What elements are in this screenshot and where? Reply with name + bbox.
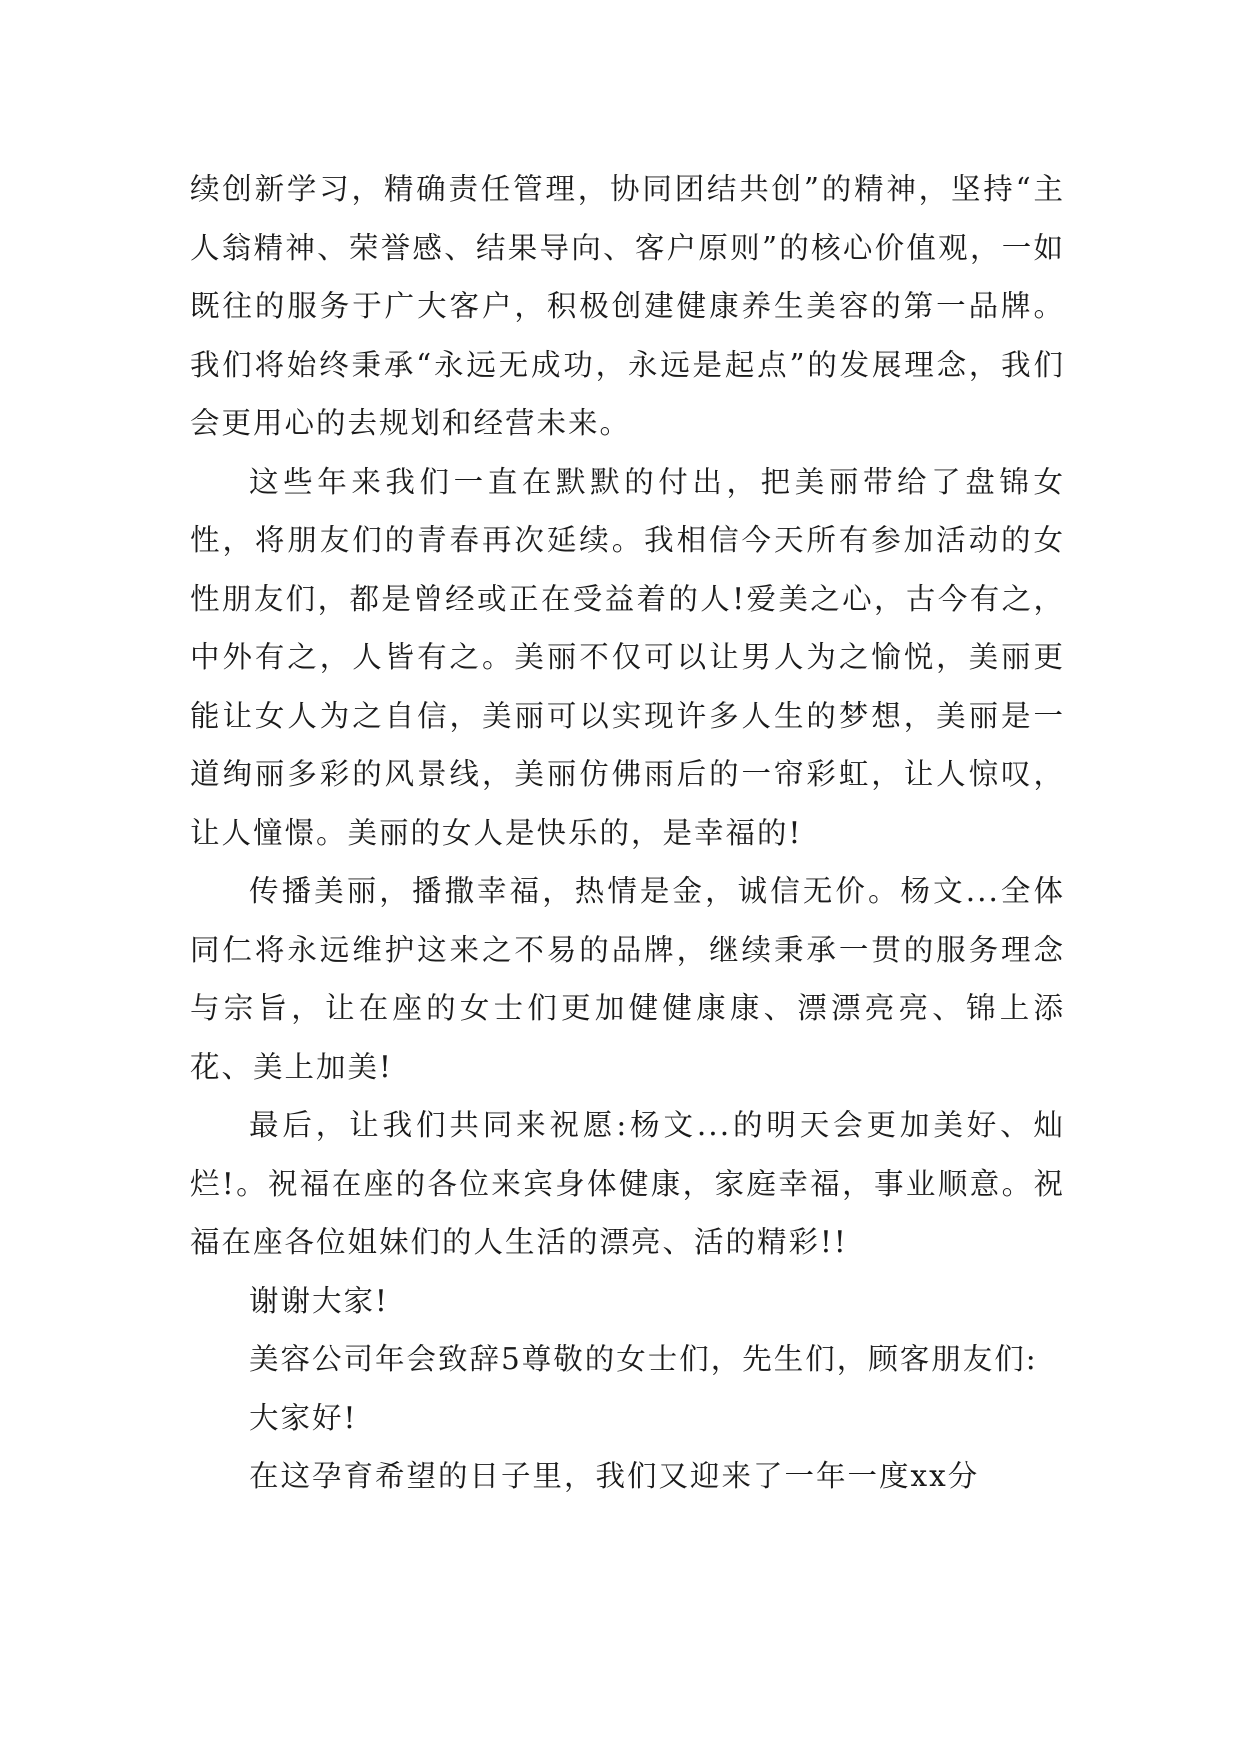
document-body	[190, 160, 1065, 1506]
paragraph-4: 最后，让我们共同来祝愿:杨文...的明天会更加美好、灿烂!。祝福在座的各位来宾身体健康，家庭幸福，事业顺意。祝福在座各位姐妹们的人生活的漂亮、活的精彩!!	[190, 1108, 1065, 1259]
paragraph-3: 传播美丽，播撒幸福，热情是金，诚信无价。杨文...全体同仁将永远维护这来之不易的品牌，继续秉承一贯的服务理念与宗旨，让在座的女士们更加健健康康、漂漂亮亮、锦上添花、美上加美!	[190, 874, 1065, 1084]
paragraph-6: 美容公司年会致辞5尊敬的女士们，先生们，顾客朋友们:	[249, 1342, 1038, 1376]
paragraph-5: 谢谢大家!	[249, 1283, 389, 1318]
paragraph-1: 续创新学习，精确责任管理，协同团结共创”的精神，坚持“主人翁精神、荣誉感、结果导向、客户原则”的核心价值观，一如既往的服务于广大客户，积极创建健康养生美容的第一品牌。我们将始终秉承“永远无成功，永远是起点”的发展理念，我们会更用心的去规划和经营未来。	[190, 172, 1065, 440]
paragraph-7: 大家好!	[249, 1400, 358, 1435]
paragraph-8: 在这孕育希望的日子里，我们又迎来了一年一度xx分	[249, 1459, 980, 1493]
paragraph-2: 这些年来我们一直在默默的付出，把美丽带给了盘锦女性，将朋友们的青春再次延续。我相信今天所有参加活动的女性朋友们，都是曾经或正在受益着的人!爱美之心，古今有之，中外有之，人皆有之。美丽不仅可以让男人为之愉悦，美丽更能让女人为之自信，美丽可以实现许多人生的梦想，美丽是一道绚丽多彩的风景线，美丽仿佛雨后的一帘彩虹，让人惊叹，让人憧憬。美丽的女人是快乐的，是幸福的!	[190, 464, 1065, 850]
